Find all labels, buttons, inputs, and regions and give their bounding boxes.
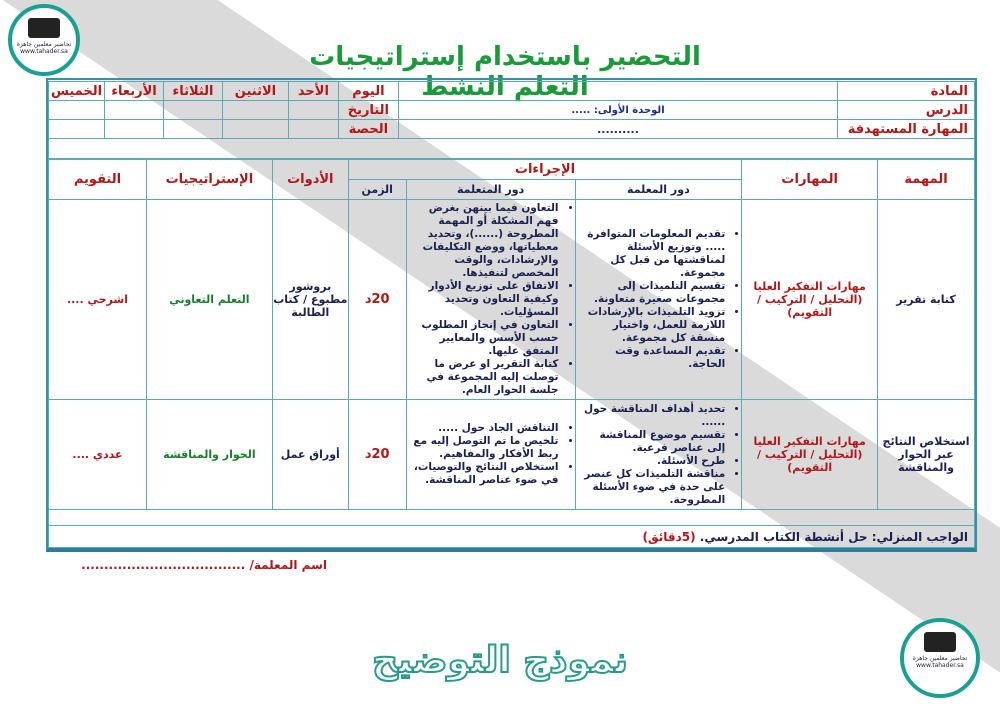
list-item: • استخلاص النتائج والتوصيات، في ضوء عناصر المناقشة. — [411, 461, 559, 487]
header-procedures: الإجراءات — [348, 160, 742, 180]
list-item: • كتابة التقرير او عرض ما توصلت إليه المجموعة في جلسة الحوار العام. — [411, 358, 559, 397]
list-item: • تقسيم التلميذات إلى مجموعات صغيرة متعاونة. — [580, 280, 726, 306]
list-item: • تقديم المعلومات المتوافرة ..... وتوزيع الأسئلة لمناقشتها من قبل كل مجموعة. — [580, 228, 726, 280]
truck-icon — [924, 632, 956, 652]
evaluation-cell: عددي .... — [49, 400, 147, 510]
list-item: • التعاون فيما بينهن بغرض فهم المشكلة أو المهمة المطروحة (......)، وتحديد معطياتها، ووضع التكليفات والإرشادات، والوقت المخصص لتنفيذها. — [411, 202, 559, 280]
teacher-name[interactable]: اسم المعلمة/ .................................... — [81, 558, 327, 572]
table-row — [49, 200, 975, 400]
lesson-value[interactable]: الوحدة الأولى: ..... — [398, 101, 837, 120]
learner-role-list — [407, 420, 575, 489]
list-item: • طرح الأسئلة. — [580, 455, 726, 468]
header-teacher-role: دور المعلمة — [575, 180, 742, 200]
list-item: • تقسيم موضوع المناقشة إلى عناصر فرعية. — [580, 429, 726, 455]
list-item: • الاتفاق على توزيع الأدوار وكيفية التعاون وتحديد المسؤليات. — [411, 280, 559, 319]
logo-text: تحاضير معلمين جاهزة — [912, 655, 968, 662]
logo-url: www.tahader.sa — [20, 48, 68, 55]
list-item: • تقديم المساعدة وقت الحاجة. — [580, 345, 726, 371]
truck-icon — [28, 18, 60, 38]
date-label: التاريخ — [338, 101, 398, 120]
procedures-table — [48, 159, 975, 548]
homework-text: الواجب المنزلي: حل أنشطة الكتاب المدرسي. — [699, 529, 968, 544]
list-item: • مناقشة التلميذات كل عنصر على حدة في ضوء الأسئلة المطروحة. — [580, 468, 726, 507]
task-cell: كتابة تقرير — [878, 200, 975, 400]
task-cell: استخلاص النتائج عبر الحوار والمناقشة — [878, 400, 975, 510]
day-sunday: الأحد — [288, 82, 338, 101]
time-cell: 20د — [348, 400, 406, 510]
list-item: • التناقش الجاد حول ..... — [411, 422, 559, 435]
page-title: التحضير باستخدام إستراتيجيات التعلم النشط — [309, 42, 701, 102]
header-time: الزمن — [348, 180, 406, 200]
lesson-plan-frame — [46, 78, 977, 552]
strategy-cell: الحوار والمناقشة — [146, 400, 272, 510]
day-label: اليوم — [338, 82, 398, 101]
strategy-cell: التعلم التعاوني — [146, 200, 272, 400]
table-row — [49, 400, 975, 510]
logo-url: www.tahader.sa — [916, 662, 964, 669]
skills-cell: مهارات التفكير العليا (التحليل / التركيب / التقويم) — [742, 400, 878, 510]
period-label: الحصة — [338, 120, 398, 139]
lesson-plan — [46, 78, 977, 572]
skills-cell: مهارات التفكير العليا (التحليل / التركيب / التقويم) — [742, 200, 878, 400]
list-item: • تحديد أهداف المناقشة حول ...... — [580, 403, 726, 429]
target-skill-value[interactable]: .......... — [398, 120, 837, 139]
subject-label: المادة — [838, 82, 975, 101]
day-tuesday: الثلاثاء — [164, 82, 223, 101]
tools-cell: بروشور مطبوع / كتاب الطالبة — [272, 200, 348, 400]
day-thursday: الخميس — [49, 82, 105, 101]
info-table — [48, 81, 975, 159]
homework-time: (5دقائق) — [642, 529, 696, 544]
header-strategies: الإستراتيجيات — [146, 160, 272, 200]
subject-value[interactable] — [398, 82, 837, 101]
time-cell: 20د — [348, 200, 406, 400]
lesson-label: الدرس — [838, 101, 975, 120]
learner-role-list — [407, 200, 575, 399]
header-task: المهمة — [878, 160, 975, 200]
header-skills: المهارات — [742, 160, 878, 200]
target-skill-label: المهارة المستهدفة — [838, 120, 975, 139]
watermark: نموذج التوضيح — [372, 640, 628, 681]
logo-text: تحاضير معلمين جاهزة — [16, 41, 72, 48]
day-wednesday: الأربعاء — [105, 82, 164, 101]
header-tools: الأدوات — [272, 160, 348, 200]
teacher-role-list — [576, 226, 742, 373]
day-monday: الاثنين — [223, 82, 289, 101]
logo-top — [8, 4, 80, 76]
homework-row — [49, 526, 975, 548]
header-learner-role: دور المتعلمة — [406, 180, 575, 200]
list-item: • تلخيص ما تم التوصل إليه مع ربط الأفكار والمفاهيم. — [411, 435, 559, 461]
tools-cell: أوراق عمل — [272, 400, 348, 510]
evaluation-cell: اشرحي .... — [49, 200, 147, 400]
logo-bottom — [900, 618, 980, 698]
header-evaluation: التقويم — [49, 160, 147, 200]
list-item: • التعاون في إنجاز المطلوب حسب الأسس والمعايير المتفق عليها. — [411, 319, 559, 358]
teacher-role-list — [576, 401, 742, 509]
list-item: • تزويد التلميذات بالإرشادات اللازمة للعمل، واختيار منسقة كل مجموعة. — [580, 306, 726, 345]
